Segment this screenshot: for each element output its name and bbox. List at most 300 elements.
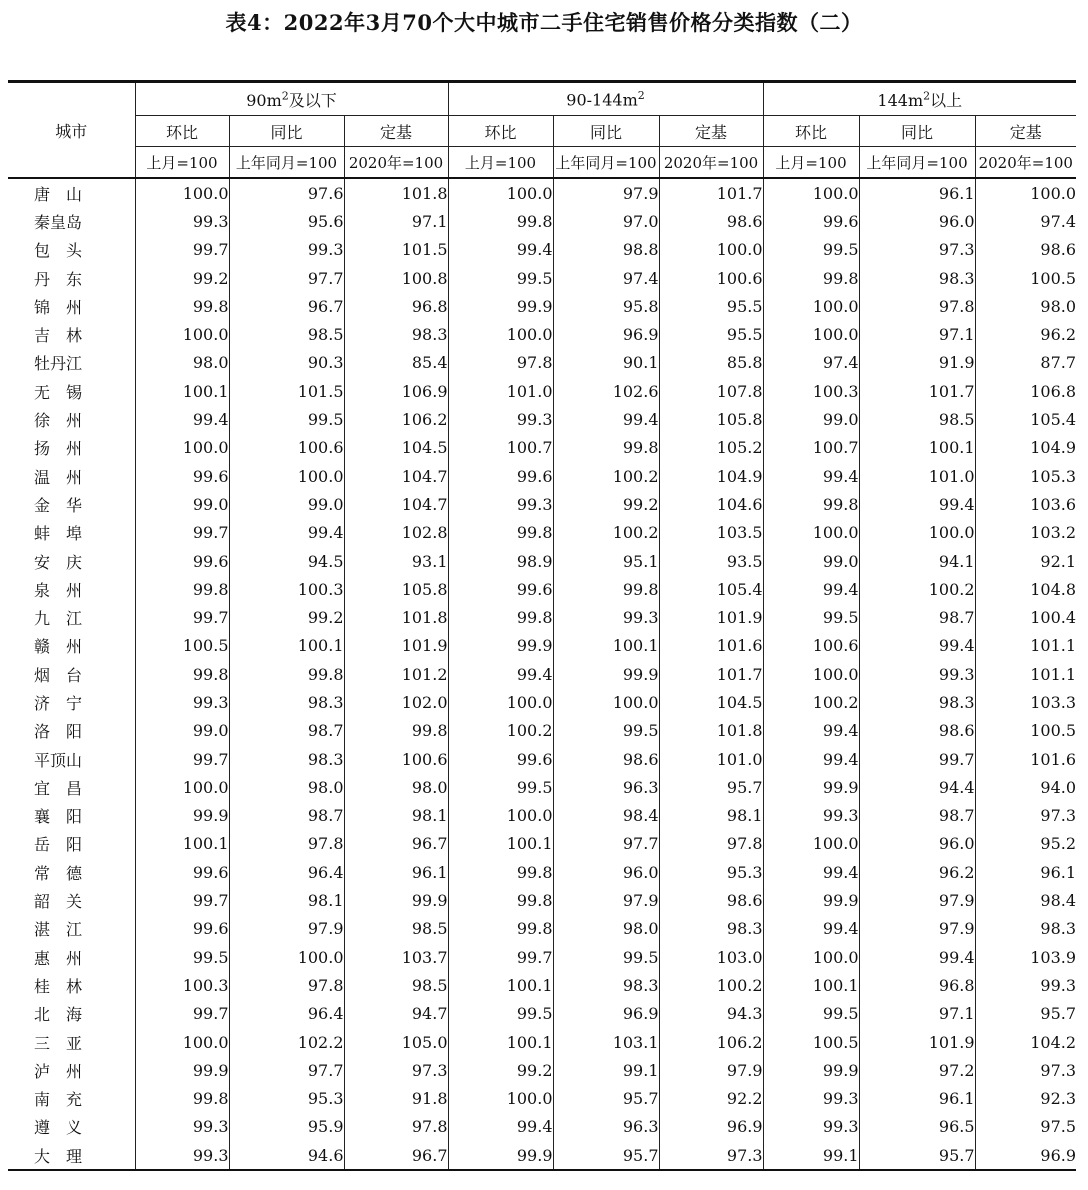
value-cell: 98.3 — [229, 688, 344, 716]
value-cell: 96.7 — [344, 1141, 448, 1170]
value-cell: 95.2 — [975, 830, 1076, 858]
value-cell: 96.9 — [659, 1113, 763, 1141]
value-cell: 101.8 — [659, 717, 763, 745]
value-cell: 102.0 — [344, 688, 448, 716]
value-cell: 96.9 — [553, 1000, 659, 1028]
value-cell: 99.6 — [135, 915, 229, 943]
price-index-table — [8, 80, 1076, 1171]
value-cell: 92.2 — [659, 1085, 763, 1113]
value-cell: 103.1 — [553, 1028, 659, 1056]
table-row — [8, 178, 1076, 207]
measure-header: 定基 — [344, 116, 448, 147]
value-cell: 105.4 — [659, 575, 763, 603]
base-header: 上年同月=100 — [553, 147, 659, 179]
value-cell: 100.8 — [344, 264, 448, 292]
value-cell: 100.0 — [975, 178, 1076, 207]
value-cell: 106.2 — [344, 405, 448, 433]
value-cell: 94.5 — [229, 547, 344, 575]
value-cell: 100.2 — [859, 575, 975, 603]
value-cell: 106.2 — [659, 1028, 763, 1056]
value-cell: 99.6 — [763, 207, 859, 235]
value-cell: 100.1 — [448, 830, 553, 858]
city-cell: 济 宁 — [34, 693, 83, 713]
value-cell: 99.3 — [763, 1113, 859, 1141]
measure-header: 环比 — [448, 116, 553, 147]
value-cell: 101.0 — [448, 377, 553, 405]
value-cell: 96.9 — [975, 1141, 1076, 1170]
value-cell: 99.8 — [448, 858, 553, 886]
city-cell: 九 江 — [34, 609, 83, 629]
value-cell: 98.3 — [659, 915, 763, 943]
value-cell: 94.3 — [659, 1000, 763, 1028]
value-cell: 101.9 — [859, 1028, 975, 1056]
value-cell: 100.4 — [975, 603, 1076, 631]
table-row — [8, 971, 1076, 999]
value-cell: 101.5 — [229, 377, 344, 405]
value-cell: 97.7 — [229, 264, 344, 292]
base-header: 2020年=100 — [659, 147, 763, 179]
value-cell: 99.4 — [859, 943, 975, 971]
value-cell: 100.1 — [859, 434, 975, 462]
value-cell: 99.5 — [553, 717, 659, 745]
value-cell: 95.1 — [553, 547, 659, 575]
value-cell: 100.2 — [763, 688, 859, 716]
table-row — [8, 405, 1076, 433]
value-cell: 98.3 — [975, 915, 1076, 943]
value-cell: 97.3 — [975, 802, 1076, 830]
table-row — [8, 802, 1076, 830]
value-cell: 99.7 — [135, 519, 229, 547]
base-header: 上月=100 — [763, 147, 859, 179]
value-cell: 100.0 — [135, 434, 229, 462]
value-cell: 99.4 — [448, 1113, 553, 1141]
value-cell: 97.9 — [553, 886, 659, 914]
city-cell: 韶 关 — [34, 892, 83, 912]
value-cell: 98.6 — [659, 886, 763, 914]
value-cell: 100.2 — [448, 717, 553, 745]
value-cell: 96.7 — [344, 830, 448, 858]
value-cell: 98.0 — [975, 292, 1076, 320]
city-cell: 丹 东 — [34, 269, 83, 289]
table-row — [8, 688, 1076, 716]
table-row — [8, 547, 1076, 575]
value-cell: 99.3 — [448, 405, 553, 433]
value-cell: 99.6 — [448, 462, 553, 490]
value-cell: 91.8 — [344, 1085, 448, 1113]
value-cell: 99.8 — [135, 1085, 229, 1113]
value-cell: 104.6 — [659, 490, 763, 518]
value-cell: 99.9 — [448, 632, 553, 660]
value-cell: 95.7 — [659, 773, 763, 801]
value-cell: 104.5 — [659, 688, 763, 716]
value-cell: 105.2 — [659, 434, 763, 462]
city-cell: 泸 州 — [34, 1061, 83, 1081]
value-cell: 99.3 — [448, 490, 553, 518]
value-cell: 100.0 — [135, 178, 229, 207]
value-cell: 97.7 — [553, 830, 659, 858]
table-row — [8, 490, 1076, 518]
value-cell: 97.0 — [553, 207, 659, 235]
value-cell: 99.4 — [763, 915, 859, 943]
value-cell: 98.3 — [859, 264, 975, 292]
value-cell: 99.7 — [448, 943, 553, 971]
city-cell: 徐 州 — [34, 411, 83, 431]
value-cell: 91.9 — [859, 349, 975, 377]
value-cell: 101.5 — [344, 236, 448, 264]
table-row — [8, 915, 1076, 943]
value-cell: 101.2 — [344, 660, 448, 688]
value-cell: 99.0 — [229, 490, 344, 518]
value-cell: 99.4 — [763, 462, 859, 490]
value-cell: 99.3 — [135, 1141, 229, 1170]
value-cell: 104.9 — [975, 434, 1076, 462]
table-row — [8, 603, 1076, 631]
city-cell: 桂 林 — [34, 976, 83, 996]
value-cell: 98.5 — [344, 971, 448, 999]
value-cell: 99.7 — [135, 886, 229, 914]
measure-header: 同比 — [859, 116, 975, 147]
value-cell: 100.0 — [763, 519, 859, 547]
value-cell: 100.1 — [135, 377, 229, 405]
value-cell: 99.4 — [135, 405, 229, 433]
value-cell: 100.6 — [344, 745, 448, 773]
value-cell: 105.4 — [975, 405, 1076, 433]
value-cell: 100.0 — [448, 320, 553, 348]
value-cell: 96.1 — [859, 178, 975, 207]
value-cell: 100.0 — [659, 236, 763, 264]
base-header: 2020年=100 — [344, 147, 448, 179]
value-cell: 98.9 — [448, 547, 553, 575]
value-cell: 97.4 — [763, 349, 859, 377]
value-cell: 99.6 — [448, 745, 553, 773]
measure-header: 环比 — [135, 116, 229, 147]
city-cell: 蚌 埠 — [34, 524, 83, 544]
value-cell: 99.6 — [135, 547, 229, 575]
value-cell: 97.8 — [448, 349, 553, 377]
table-row — [8, 264, 1076, 292]
value-cell: 96.9 — [553, 320, 659, 348]
city-cell: 湛 江 — [34, 920, 83, 940]
value-cell: 99.2 — [448, 1056, 553, 1084]
value-cell: 90.1 — [553, 349, 659, 377]
value-cell: 93.1 — [344, 547, 448, 575]
value-cell: 97.8 — [229, 830, 344, 858]
value-cell: 92.1 — [975, 547, 1076, 575]
value-cell: 99.5 — [553, 943, 659, 971]
base-header: 2020年=100 — [975, 147, 1076, 179]
city-cell: 金 华 — [34, 495, 83, 515]
value-cell: 97.3 — [859, 236, 975, 264]
value-cell: 98.7 — [859, 603, 975, 631]
value-cell: 99.8 — [448, 207, 553, 235]
city-cell: 大 理 — [8, 1141, 135, 1170]
value-cell: 96.2 — [859, 858, 975, 886]
value-cell: 97.7 — [229, 1056, 344, 1084]
value-cell: 99.3 — [135, 688, 229, 716]
value-cell: 99.9 — [135, 1056, 229, 1084]
value-cell: 103.3 — [975, 688, 1076, 716]
value-cell: 96.5 — [859, 1113, 975, 1141]
value-cell: 95.5 — [659, 292, 763, 320]
value-cell: 99.8 — [448, 603, 553, 631]
table-row — [8, 349, 1076, 377]
value-cell: 100.2 — [553, 462, 659, 490]
value-cell: 99.1 — [553, 1056, 659, 1084]
table-row — [8, 1085, 1076, 1113]
value-cell: 99.8 — [553, 575, 659, 603]
value-cell: 99.8 — [344, 717, 448, 745]
value-cell: 101.6 — [975, 745, 1076, 773]
table-row — [8, 236, 1076, 264]
value-cell: 100.3 — [229, 575, 344, 603]
value-cell: 100.0 — [135, 773, 229, 801]
city-cell: 惠 州 — [34, 948, 83, 968]
value-cell: 101.1 — [975, 660, 1076, 688]
value-cell: 99.7 — [135, 745, 229, 773]
value-cell: 97.1 — [859, 320, 975, 348]
value-cell: 99.5 — [763, 236, 859, 264]
value-cell: 100.1 — [135, 830, 229, 858]
city-cell: 泉 州 — [34, 580, 83, 600]
value-cell: 96.0 — [859, 830, 975, 858]
value-cell: 99.8 — [763, 264, 859, 292]
value-cell: 97.8 — [344, 1113, 448, 1141]
value-cell: 100.0 — [135, 1028, 229, 1056]
table-row — [8, 660, 1076, 688]
value-cell: 97.3 — [344, 1056, 448, 1084]
value-cell: 98.3 — [344, 320, 448, 348]
value-cell: 99.0 — [763, 405, 859, 433]
value-cell: 94.0 — [975, 773, 1076, 801]
value-cell: 99.6 — [135, 858, 229, 886]
value-cell: 100.5 — [763, 1028, 859, 1056]
city-cell: 扬 州 — [34, 439, 83, 459]
value-cell: 95.7 — [553, 1141, 659, 1170]
value-cell: 99.9 — [344, 886, 448, 914]
value-cell: 97.6 — [229, 178, 344, 207]
value-cell: 100.7 — [763, 434, 859, 462]
value-cell: 95.3 — [229, 1085, 344, 1113]
city-cell: 温 州 — [34, 467, 83, 487]
value-cell: 96.1 — [344, 858, 448, 886]
value-cell: 95.7 — [859, 1141, 975, 1170]
value-cell: 96.2 — [975, 320, 1076, 348]
value-cell: 100.0 — [763, 320, 859, 348]
table-row — [8, 377, 1076, 405]
value-cell: 85.8 — [659, 349, 763, 377]
value-cell: 95.6 — [229, 207, 344, 235]
value-cell: 87.7 — [975, 349, 1076, 377]
value-cell: 99.1 — [763, 1141, 859, 1170]
value-cell: 100.0 — [448, 1085, 553, 1113]
value-cell: 95.3 — [659, 858, 763, 886]
table-row — [8, 575, 1076, 603]
city-cell: 牡丹江 — [34, 354, 83, 374]
group-header-large: $144m^2$以上 — [763, 82, 1076, 116]
value-cell: 100.0 — [763, 292, 859, 320]
city-column-header: 城市 — [8, 82, 135, 179]
value-cell: 102.6 — [553, 377, 659, 405]
value-cell: 99.8 — [763, 490, 859, 518]
value-cell: 97.9 — [229, 915, 344, 943]
value-cell: 100.3 — [763, 377, 859, 405]
value-cell: 96.7 — [229, 292, 344, 320]
value-cell: 103.7 — [344, 943, 448, 971]
value-cell: 101.0 — [859, 462, 975, 490]
value-cell: 99.8 — [135, 660, 229, 688]
value-cell: 98.7 — [229, 717, 344, 745]
value-cell: 98.0 — [229, 773, 344, 801]
measure-header: 同比 — [553, 116, 659, 147]
value-cell: 98.5 — [344, 915, 448, 943]
value-cell: 100.0 — [448, 802, 553, 830]
table-row — [8, 717, 1076, 745]
value-cell: 99.2 — [553, 490, 659, 518]
value-cell: 99.9 — [135, 802, 229, 830]
value-cell: 85.4 — [344, 349, 448, 377]
value-cell: 100.0 — [859, 519, 975, 547]
city-cell: 无 锡 — [34, 382, 83, 402]
value-cell: 95.7 — [553, 1085, 659, 1113]
city-cell: 南 充 — [34, 1090, 83, 1110]
value-cell: 98.0 — [344, 773, 448, 801]
value-cell: 95.5 — [659, 320, 763, 348]
measure-header: 同比 — [229, 116, 344, 147]
value-cell: 100.0 — [135, 320, 229, 348]
value-cell: 99.0 — [763, 547, 859, 575]
value-cell: 103.0 — [659, 943, 763, 971]
value-cell: 98.0 — [135, 349, 229, 377]
value-cell: 99.8 — [135, 575, 229, 603]
value-cell: 97.3 — [659, 1141, 763, 1170]
value-cell: 94.4 — [859, 773, 975, 801]
value-cell: 97.9 — [659, 1056, 763, 1084]
city-cell: 遵 义 — [34, 1118, 83, 1138]
value-cell: 100.6 — [229, 434, 344, 462]
base-header: 上年同月=100 — [229, 147, 344, 179]
value-cell: 95.9 — [229, 1113, 344, 1141]
value-cell: 99.3 — [135, 207, 229, 235]
value-cell: 99.4 — [763, 717, 859, 745]
table-row — [8, 320, 1076, 348]
value-cell: 105.8 — [344, 575, 448, 603]
value-cell: 103.5 — [659, 519, 763, 547]
value-cell: 99.8 — [448, 519, 553, 547]
value-cell: 100.0 — [763, 830, 859, 858]
value-cell: 99.7 — [135, 603, 229, 631]
value-cell: 99.4 — [763, 745, 859, 773]
city-cell: 锦 州 — [34, 297, 83, 317]
value-cell: 101.8 — [344, 603, 448, 631]
city-cell: 秦皇岛 — [34, 212, 83, 232]
value-cell: 99.6 — [135, 462, 229, 490]
value-cell: 96.0 — [859, 207, 975, 235]
value-cell: 99.4 — [859, 490, 975, 518]
value-cell: 96.8 — [859, 971, 975, 999]
value-cell: 99.3 — [135, 1113, 229, 1141]
value-cell: 96.4 — [229, 858, 344, 886]
value-cell: 104.8 — [975, 575, 1076, 603]
value-cell: 100.1 — [229, 632, 344, 660]
table-row — [8, 886, 1076, 914]
value-cell: 96.3 — [553, 1113, 659, 1141]
value-cell: 98.7 — [229, 802, 344, 830]
value-cell: 99.5 — [763, 1000, 859, 1028]
value-cell: 98.5 — [859, 405, 975, 433]
value-cell: 98.6 — [659, 207, 763, 235]
value-cell: 103.2 — [975, 519, 1076, 547]
value-cell: 104.9 — [659, 462, 763, 490]
value-cell: 99.2 — [229, 603, 344, 631]
value-cell: 99.7 — [859, 745, 975, 773]
value-cell: 98.5 — [229, 320, 344, 348]
value-cell: 98.0 — [553, 915, 659, 943]
value-cell: 103.6 — [975, 490, 1076, 518]
value-cell: 99.9 — [448, 1141, 553, 1170]
value-cell: 99.5 — [448, 264, 553, 292]
value-cell: 99.3 — [229, 236, 344, 264]
value-cell: 98.4 — [975, 886, 1076, 914]
value-cell: 101.6 — [659, 632, 763, 660]
value-cell: 98.1 — [344, 802, 448, 830]
value-cell: 99.6 — [448, 575, 553, 603]
value-cell: 101.9 — [344, 632, 448, 660]
value-cell: 90.3 — [229, 349, 344, 377]
value-cell: 97.5 — [975, 1113, 1076, 1141]
value-cell: 99.9 — [448, 292, 553, 320]
value-cell: 106.9 — [344, 377, 448, 405]
value-cell: 101.7 — [859, 377, 975, 405]
value-cell: 99.8 — [135, 292, 229, 320]
value-cell: 100.0 — [448, 178, 553, 207]
value-cell: 95.8 — [553, 292, 659, 320]
table-row — [8, 519, 1076, 547]
base-header: 上月=100 — [448, 147, 553, 179]
value-cell: 101.7 — [659, 178, 763, 207]
value-cell: 99.3 — [975, 971, 1076, 999]
value-cell: 100.7 — [448, 434, 553, 462]
city-cell: 宜 昌 — [34, 778, 83, 798]
value-cell: 94.6 — [229, 1141, 344, 1170]
value-cell: 99.4 — [859, 632, 975, 660]
city-cell: 烟 台 — [34, 665, 83, 685]
value-cell: 99.3 — [763, 802, 859, 830]
value-cell: 96.0 — [553, 858, 659, 886]
value-cell: 100.6 — [659, 264, 763, 292]
table-row — [8, 745, 1076, 773]
value-cell: 97.9 — [553, 178, 659, 207]
value-cell: 97.2 — [859, 1056, 975, 1084]
value-cell: 100.5 — [975, 717, 1076, 745]
value-cell: 94.1 — [859, 547, 975, 575]
value-cell: 106.8 — [975, 377, 1076, 405]
table-row — [8, 1028, 1076, 1056]
value-cell: 99.2 — [135, 264, 229, 292]
value-cell: 94.7 — [344, 1000, 448, 1028]
value-cell: 99.8 — [448, 886, 553, 914]
value-cell: 101.7 — [659, 660, 763, 688]
value-cell: 102.2 — [229, 1028, 344, 1056]
value-cell: 99.9 — [553, 660, 659, 688]
value-cell: 99.9 — [763, 1056, 859, 1084]
value-cell: 99.3 — [859, 660, 975, 688]
city-cell: 常 德 — [34, 863, 83, 883]
city-cell: 岳 阳 — [34, 835, 83, 855]
value-cell: 99.3 — [763, 1085, 859, 1113]
value-cell: 99.4 — [553, 405, 659, 433]
value-cell: 104.5 — [344, 434, 448, 462]
table-body — [8, 178, 1076, 1170]
